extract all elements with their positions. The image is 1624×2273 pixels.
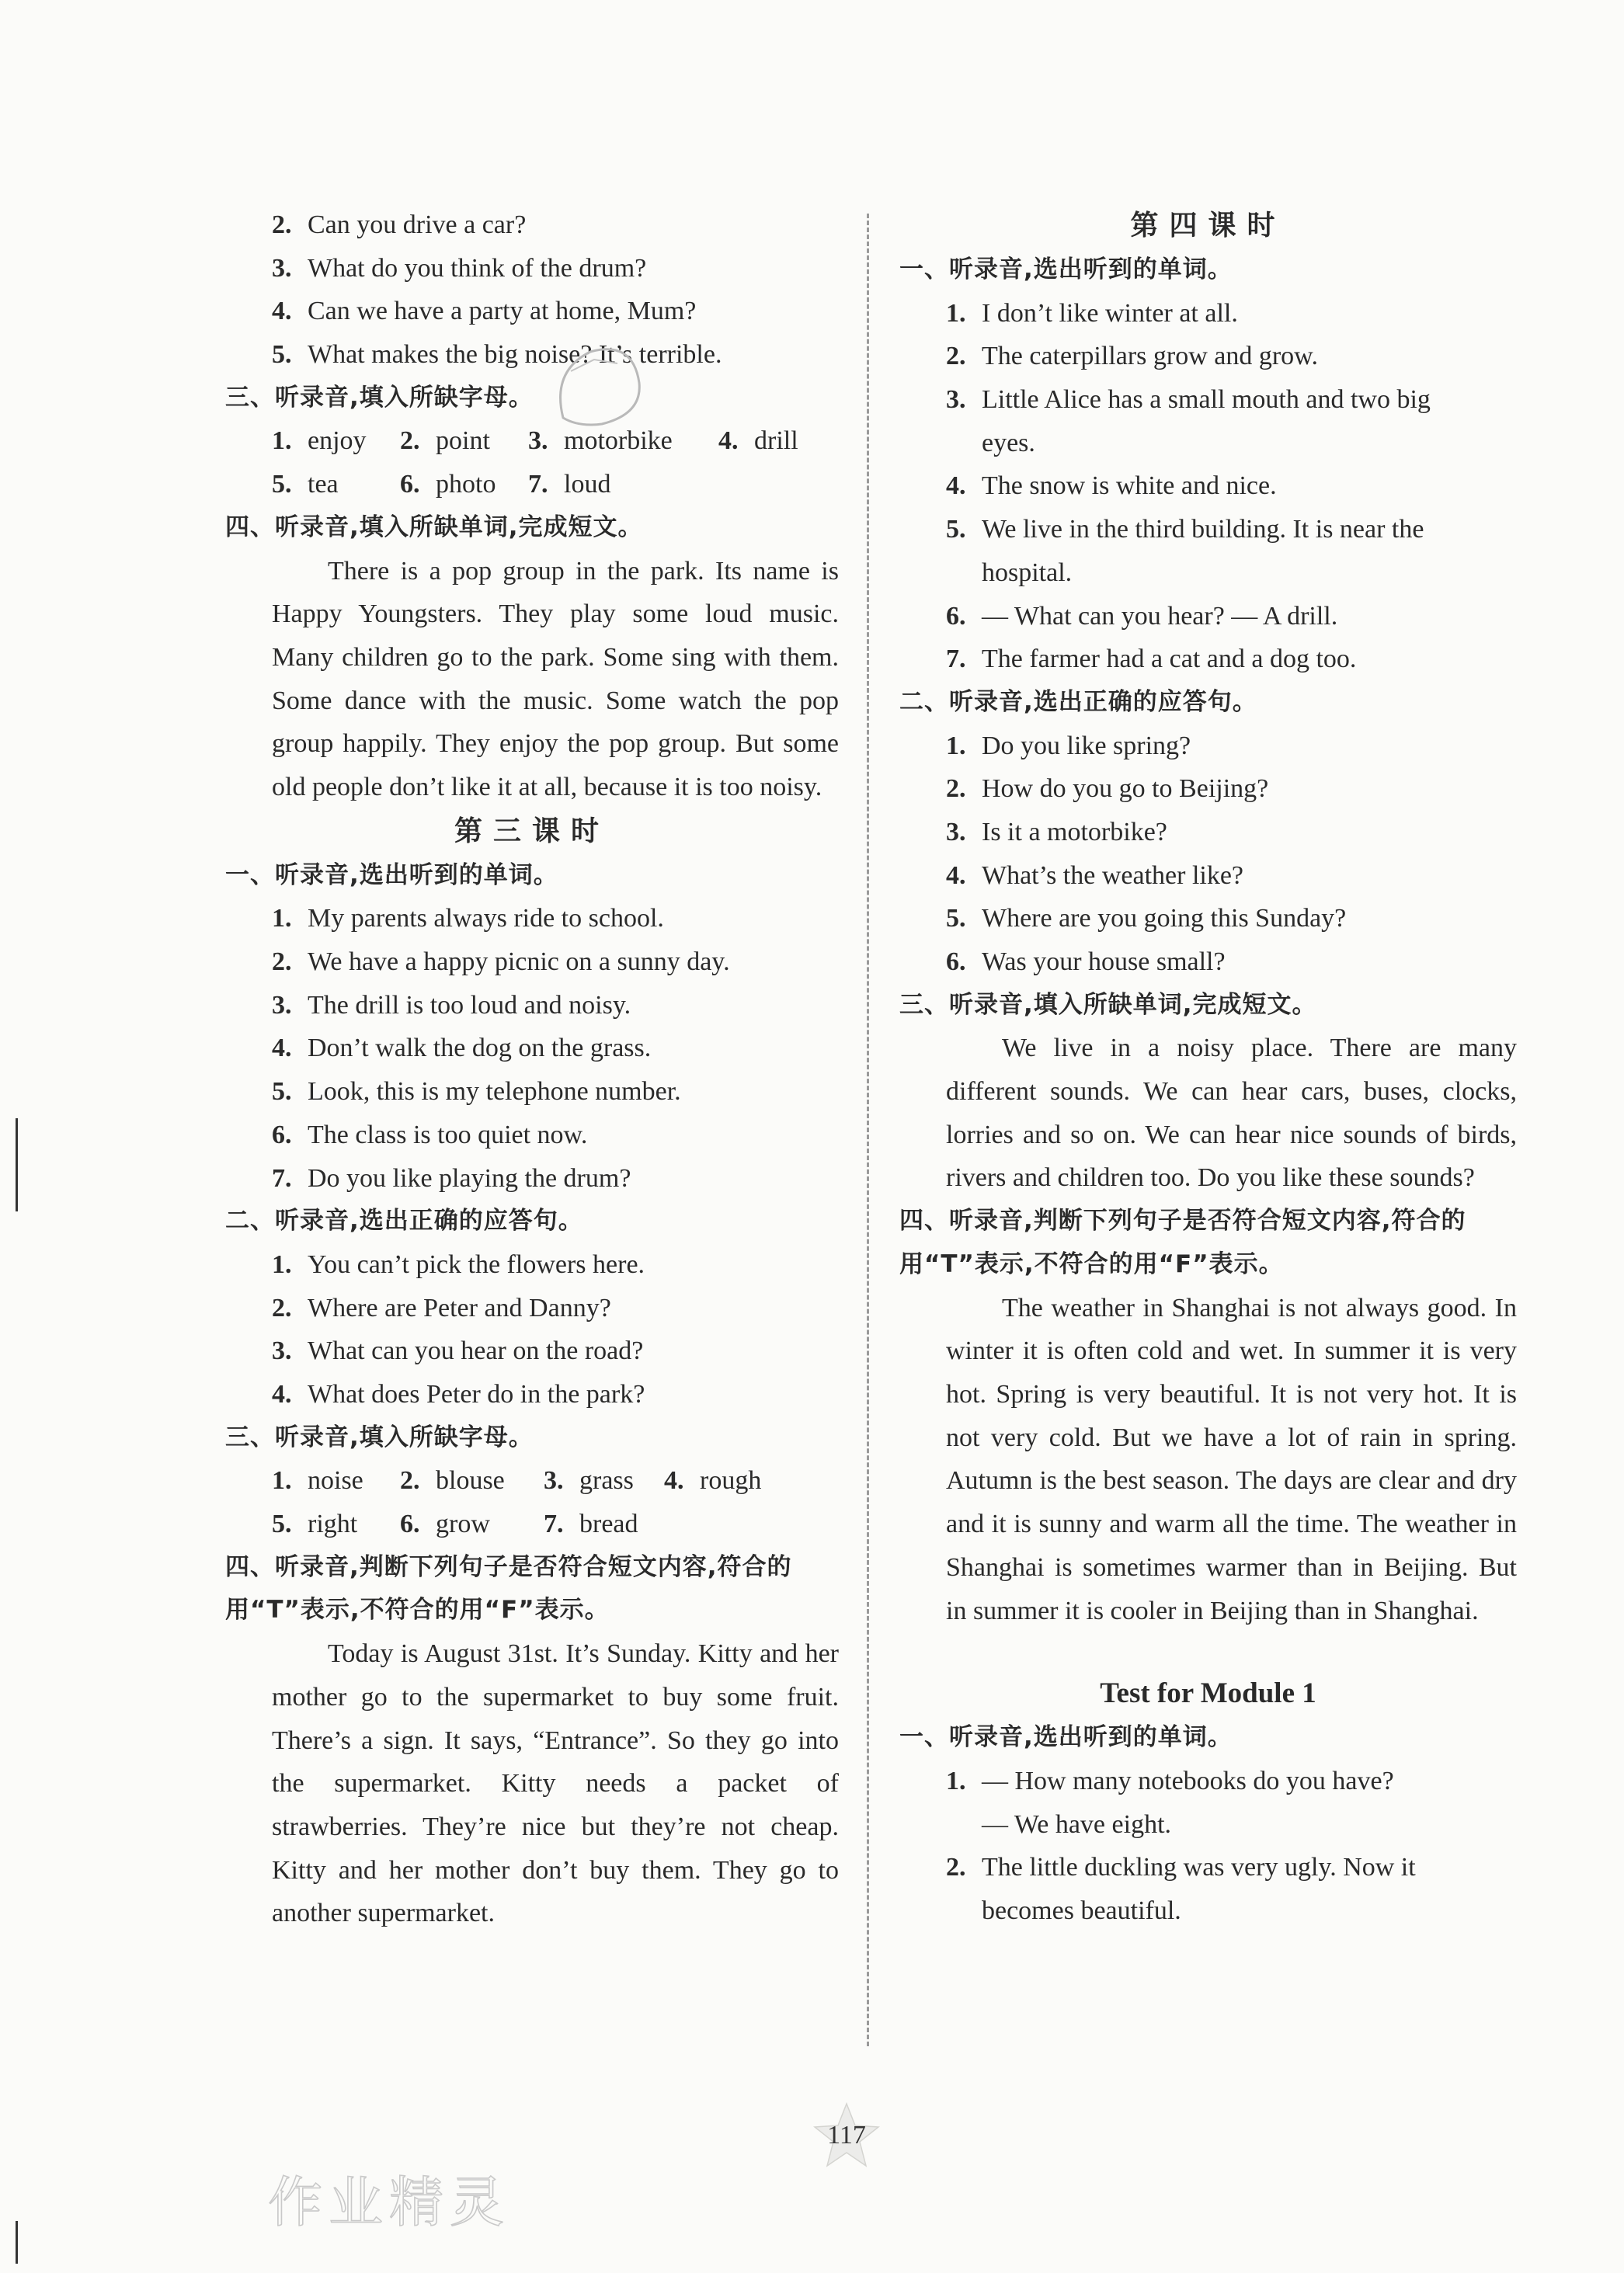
- passage: The weather in Shanghai is not always good. In winter it is often cold and wet. In summer it is very hot. Spring is very beautiful. It is not very hot. It is not very cold. But we have a lot of rain in spring. Autumn is the best season. The days are clear and dry and it is sunny and warm all the time. The weather in Shanghai is sometimes warmer than in Beijing. But in summer it is cooler in Beijing than in Shanghai.: [946, 1293, 1517, 1625]
- list-item: [225, 1329, 839, 1373]
- item-text: Where are Peter and Danny?: [308, 1293, 611, 1322]
- section-heading: 三、听录音,填入所缺单词,完成短文。: [899, 990, 1317, 1019]
- item-text: The class is too quiet now.: [308, 1120, 588, 1149]
- list-item: [899, 940, 1517, 984]
- word-text: grass: [579, 1466, 634, 1496]
- edge-mark: [16, 1118, 18, 1211]
- word-answer: [272, 1459, 400, 1503]
- list-item: [225, 290, 839, 333]
- item-number: 3.: [946, 817, 966, 846]
- item-list: [225, 1243, 839, 1416]
- item-text: We have a happy picnic on a sunny day.: [308, 947, 730, 977]
- item-number: 7.: [272, 1163, 292, 1193]
- list-item: [225, 1070, 839, 1114]
- item-number: 7.: [544, 1510, 564, 1539]
- word-answer: [272, 1503, 400, 1546]
- word-answer: [400, 1503, 544, 1546]
- word-text: photo: [436, 470, 496, 499]
- passage: We live in a noisy place. There are many different sounds. We can hear cars, buses, clocks, lorries and so on. We can hear nice sounds of birds, rivers and children too. Do you like these sounds?: [946, 1034, 1517, 1193]
- item-list: [899, 292, 1517, 681]
- list-item: [899, 767, 1517, 811]
- word-answer: [544, 1459, 664, 1503]
- list-item: [225, 1157, 839, 1201]
- stamp-watermark: [548, 340, 649, 433]
- list-item: [225, 203, 839, 247]
- section-heading: 四、听录音,填入所缺单词,完成短文。: [225, 513, 643, 541]
- item-number: 1.: [272, 1249, 292, 1279]
- left-column: [225, 203, 839, 1935]
- word-text: right: [308, 1510, 358, 1539]
- item-number: 4.: [664, 1466, 684, 1496]
- word-text: point: [436, 426, 490, 456]
- list-item: [899, 1846, 1517, 1889]
- item-text: Can we have a party at home, Mum?: [308, 297, 697, 326]
- item-number: 4.: [272, 1034, 292, 1063]
- item-text: We live in the third building. It is near the: [982, 515, 1424, 544]
- item-text: — How many notebooks do you have?: [982, 1766, 1394, 1795]
- word-answer: [544, 1503, 699, 1546]
- passage: There is a pop group in the park. Its name is Happy Youngsters. They play some loud music. Many children go to the park. Some sing with them. Some dance with the music. Some watch the pop group happily. They enjoy the pop group. But some old people don’t like it at all, because it is too noisy.: [272, 556, 839, 802]
- list-item: [899, 595, 1517, 638]
- list-item: [225, 1243, 839, 1287]
- section-heading: 二、听录音,选出正确的应答句。: [899, 687, 1257, 716]
- item-text: — What can you hear? — A drill.: [982, 601, 1338, 631]
- list-item: [899, 638, 1517, 681]
- item-number: 4.: [272, 1379, 292, 1409]
- item-list: [899, 1760, 1517, 1933]
- list-item: [899, 897, 1517, 940]
- list-item: [225, 1027, 839, 1070]
- word-text: drill: [754, 426, 798, 456]
- item-text: The snow is white and nice.: [982, 471, 1277, 501]
- item-number: 2.: [272, 947, 292, 977]
- item-number: 3.: [272, 1336, 292, 1366]
- item-continuation: — We have eight.: [982, 1809, 1172, 1839]
- item-number: 2.: [946, 1853, 966, 1882]
- list-item: [225, 1114, 839, 1157]
- page-number: [812, 2101, 882, 2170]
- list-item: [899, 725, 1517, 768]
- item-number: 4.: [718, 426, 739, 456]
- item-continuation: becomes beautiful.: [982, 1896, 1181, 1925]
- list-item: [899, 292, 1517, 335]
- item-number: 3.: [272, 990, 292, 1020]
- word-text: enjoy: [308, 426, 367, 456]
- page-number-text: 117: [827, 2121, 866, 2150]
- item-text: What can you hear on the road?: [308, 1336, 644, 1366]
- item-text: What does Peter do in the park?: [308, 1379, 645, 1409]
- word-row: [225, 463, 839, 506]
- word-answer: [718, 419, 843, 463]
- list-item: [899, 1760, 1517, 1803]
- item-number: 5.: [946, 515, 966, 544]
- item-number: 7.: [946, 645, 966, 674]
- item-number: 2.: [272, 210, 292, 239]
- item-text: Was your house small?: [982, 947, 1226, 976]
- item-text: What do you think of the drum?: [308, 253, 647, 283]
- item-number: 1.: [272, 1466, 292, 1496]
- word-answer: [272, 463, 400, 506]
- word-text: tea: [308, 470, 339, 499]
- section-heading: 一、听录音,选出听到的单词。: [899, 1723, 1233, 1752]
- item-number: 4.: [946, 471, 966, 501]
- word-answer: [272, 419, 400, 463]
- section-heading: 四、听录音,判断下列句子是否符合短文内容,符合的用“T”表示,不符合的用“F”表示。: [899, 1207, 1466, 1278]
- item-number: 1.: [946, 731, 966, 760]
- item-number: 6.: [400, 1510, 420, 1539]
- item-number: 2.: [400, 1466, 420, 1496]
- word-text: blouse: [436, 1466, 505, 1496]
- item-continuation: hospital.: [982, 558, 1073, 587]
- list-item: [899, 464, 1517, 508]
- item-number: 6.: [400, 470, 420, 499]
- item-number: 1.: [946, 1766, 966, 1795]
- item-number: 2.: [272, 1293, 292, 1322]
- list-item: [225, 940, 839, 984]
- word-row: [225, 419, 839, 463]
- passage: Today is August 31st. It’s Sunday. Kitty and her mother go to the supermarket to buy some fruit. There’s a sign. It says, “Entrance”. So they go into the supermarket. Kitty needs a packet of strawberries. They’re nice but they’re not cheap. Kitty and her mother don’t buy them. They go to another supermarket.: [272, 1639, 839, 1928]
- item-continuation: eyes.: [982, 428, 1035, 457]
- item-list: [225, 203, 839, 377]
- item-list: [225, 897, 839, 1200]
- section-heading: 三、听录音,填入所缺字母。: [225, 383, 534, 412]
- lesson-title: 第四课时: [1130, 210, 1286, 242]
- item-number: 3.: [528, 426, 548, 456]
- word-answer: [528, 463, 683, 506]
- item-number: 3.: [946, 385, 966, 415]
- edge-mark: [16, 2221, 18, 2264]
- word-row: [225, 1503, 839, 1546]
- item-text: The farmer had a cat and a dog too.: [982, 645, 1357, 674]
- item-number: 6.: [946, 947, 966, 976]
- item-text: The little duckling was very ugly. Now it: [982, 1853, 1416, 1882]
- item-number: 6.: [946, 601, 966, 631]
- list-item: [899, 378, 1517, 422]
- item-number: 5.: [946, 904, 966, 933]
- item-number: 5.: [272, 1510, 292, 1539]
- word-answer: [664, 1459, 788, 1503]
- item-text: Is it a motorbike?: [982, 817, 1167, 846]
- lesson-title: 第三课时: [454, 815, 610, 847]
- item-text: What’s the weather like?: [982, 860, 1244, 890]
- list-item: [225, 984, 839, 1027]
- test-title: Test for Module 1: [1100, 1677, 1316, 1710]
- section-heading: 一、听录音,选出听到的单词。: [225, 860, 558, 889]
- item-number: 2.: [946, 774, 966, 804]
- item-text: I don’t like winter at all.: [982, 298, 1238, 328]
- item-text: How do you go to Beijing?: [982, 774, 1269, 804]
- word-text: motorbike: [564, 426, 673, 456]
- item-number: 5.: [272, 1077, 292, 1107]
- item-text: Do you like playing the drum?: [308, 1163, 631, 1193]
- footer-watermark: 作业精灵: [268, 2170, 510, 2234]
- list-item: [225, 1287, 839, 1330]
- word-answer: [400, 419, 528, 463]
- item-text: Don’t walk the dog on the grass.: [308, 1034, 652, 1063]
- item-number: 3.: [272, 253, 292, 283]
- item-number: 1.: [946, 298, 966, 328]
- item-text: Look, this is my telephone number.: [308, 1077, 681, 1107]
- item-text: You can’t pick the flowers here.: [308, 1249, 645, 1279]
- item-number: 1.: [272, 904, 292, 933]
- item-number: 4.: [946, 860, 966, 890]
- item-list: [899, 725, 1517, 984]
- section-heading: 一、听录音,选出听到的单词。: [899, 255, 1233, 283]
- item-number: 6.: [272, 1120, 292, 1149]
- word-row: [225, 1459, 839, 1503]
- section-heading: 四、听录音,判断下列句子是否符合短文内容,符合的用“T”表示,不符合的用“F”表示。: [225, 1552, 792, 1625]
- list-item: [225, 333, 839, 377]
- item-number: 7.: [528, 470, 548, 499]
- list-item: [899, 508, 1517, 551]
- word-text: grow: [436, 1510, 490, 1539]
- item-text: The caterpillars grow and grow.: [982, 342, 1319, 371]
- item-text: The drill is too loud and noisy.: [308, 990, 631, 1020]
- word-answer: [400, 463, 528, 506]
- list-item: [225, 897, 839, 940]
- word-text: rough: [700, 1466, 762, 1496]
- word-text: noise: [308, 1466, 363, 1496]
- item-number: 3.: [544, 1466, 564, 1496]
- item-number: 4.: [272, 297, 292, 326]
- item-number: 2.: [946, 342, 966, 371]
- item-text: Where are you going this Sunday?: [982, 904, 1347, 933]
- item-number: 2.: [400, 426, 420, 456]
- section-heading: 三、听录音,填入所缺字母。: [225, 1423, 534, 1451]
- column-divider: [867, 214, 869, 2046]
- item-text: Little Alice has a small mouth and two big: [982, 385, 1431, 415]
- list-item: [899, 811, 1517, 854]
- list-item: [899, 854, 1517, 898]
- list-item: [225, 1373, 839, 1416]
- list-item: [225, 247, 839, 290]
- item-number: 5.: [272, 470, 292, 499]
- word-text: loud: [564, 470, 611, 499]
- item-number: 5.: [272, 340, 292, 370]
- section-heading: 二、听录音,选出正确的应答句。: [225, 1207, 583, 1236]
- word-answer: [400, 1459, 544, 1503]
- item-number: 1.: [272, 426, 292, 456]
- item-text: What makes the big noise? It’s terrible.: [308, 340, 722, 370]
- right-column: [899, 203, 1517, 1933]
- item-text: My parents always ride to school.: [308, 904, 664, 933]
- word-text: bread: [579, 1510, 638, 1539]
- list-item: [899, 335, 1517, 378]
- item-text: Can you drive a car?: [308, 210, 527, 239]
- item-text: Do you like spring?: [982, 731, 1191, 760]
